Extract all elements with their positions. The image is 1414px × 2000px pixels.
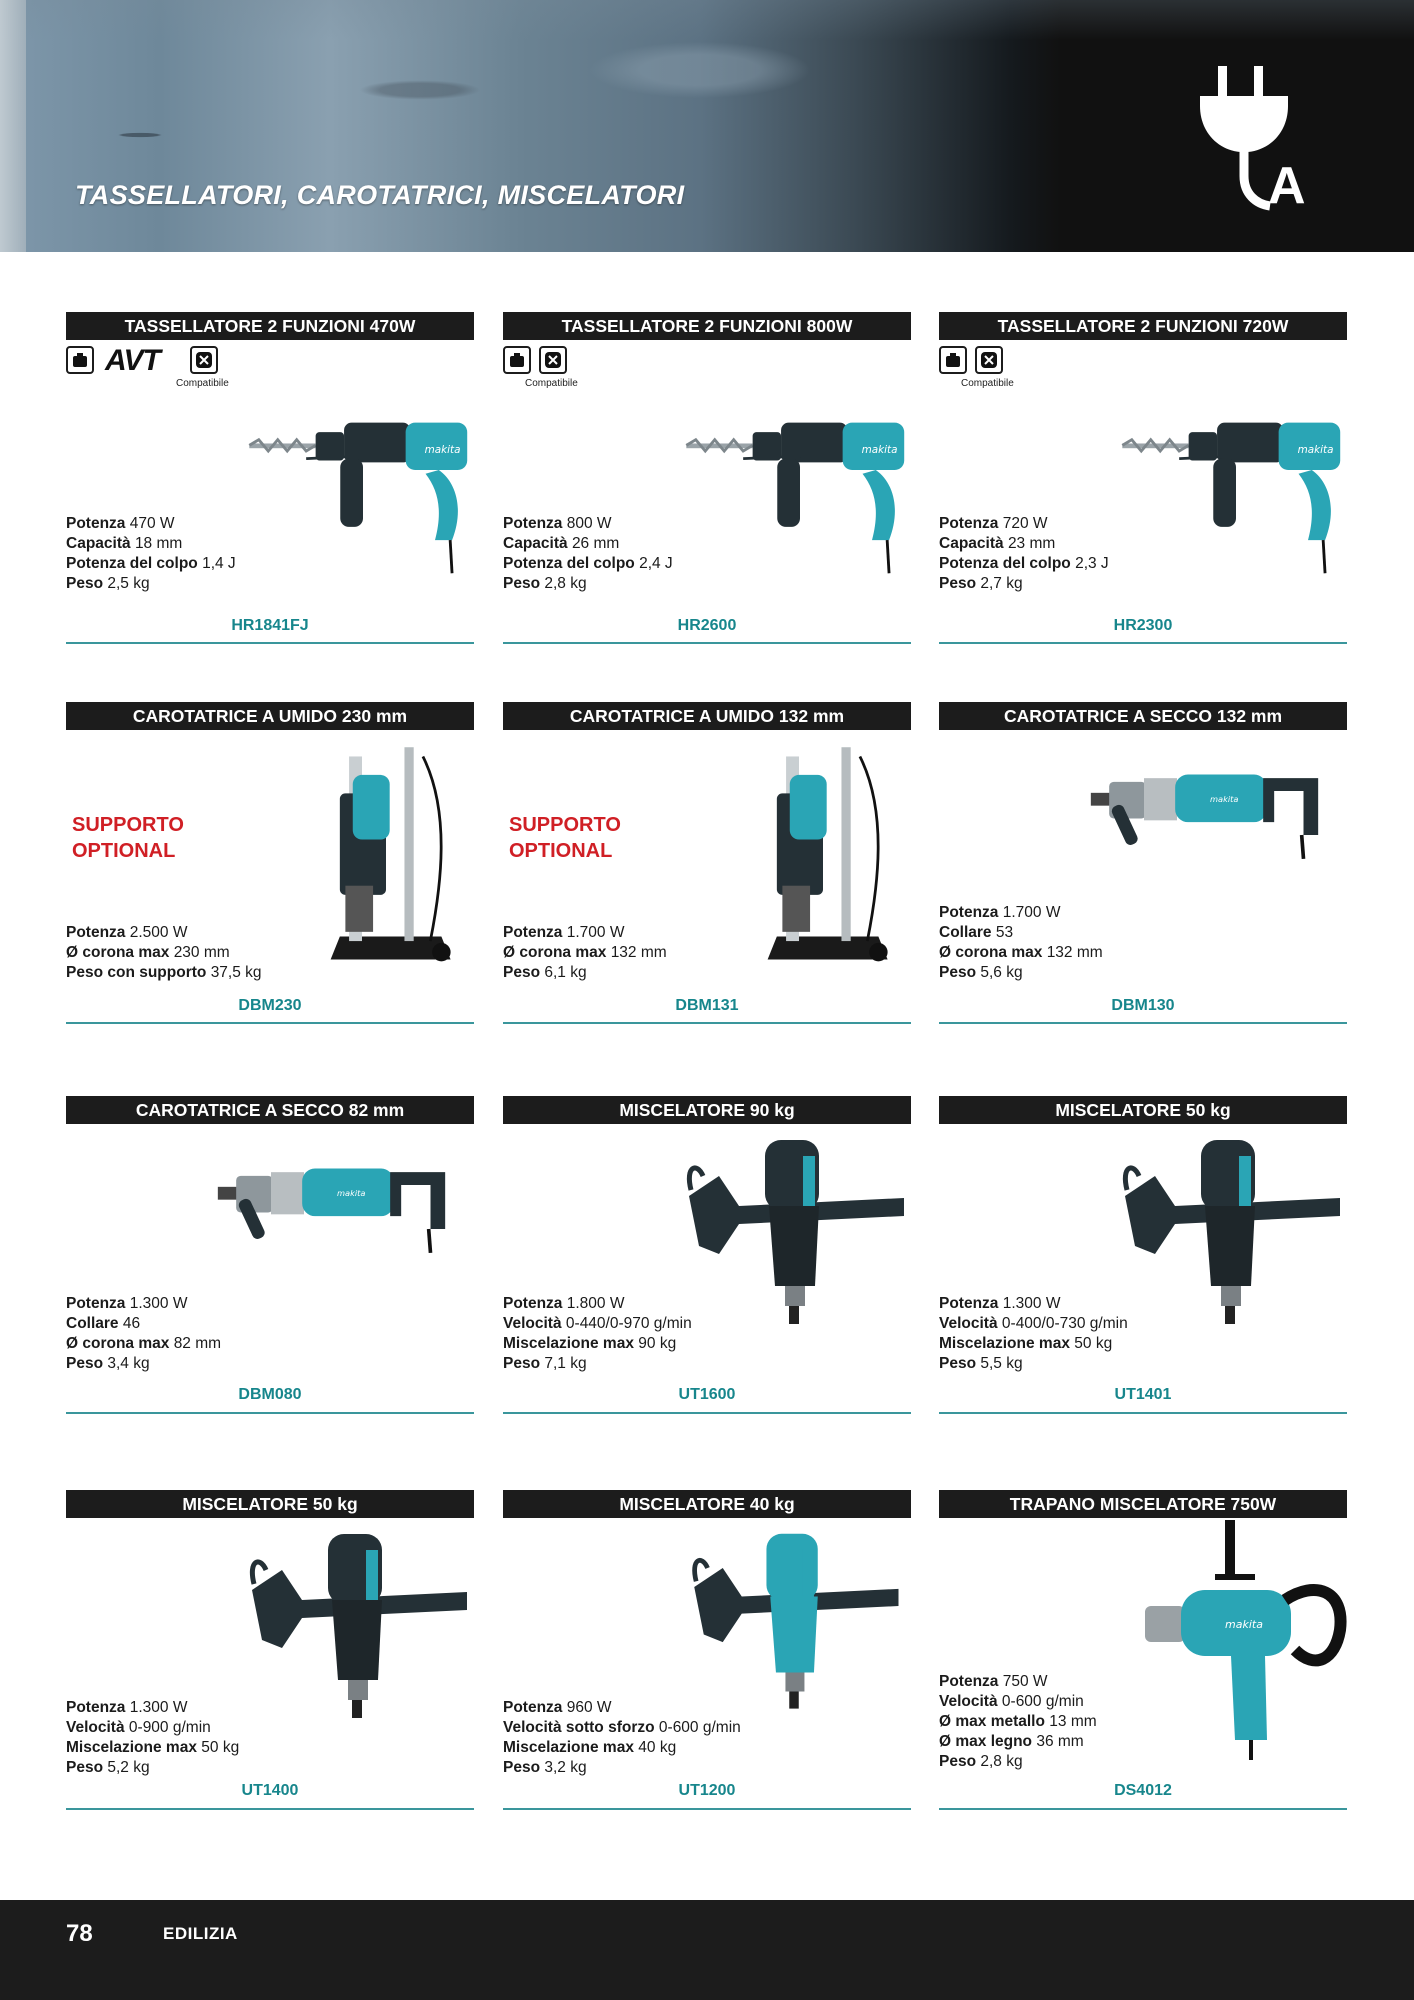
support-optional-line: OPTIONAL — [72, 840, 176, 862]
avt-logo: AVT — [105, 344, 160, 377]
spec-list — [66, 1294, 221, 1374]
mixer-image — [242, 1530, 472, 1730]
spec-row — [503, 574, 673, 594]
product-title: TASSELLATORE 2 FUNZIONI 800W — [503, 312, 911, 340]
product-title: CAROTATRICE A UMIDO 230 mm — [66, 702, 474, 730]
spec-value: 750 W — [1002, 1673, 1048, 1690]
spec-key: Peso — [503, 964, 541, 981]
spec-row — [66, 574, 236, 594]
mixer-drill-image — [1145, 1520, 1345, 1760]
spec-list — [66, 923, 262, 983]
spec-key: Potenza — [503, 1699, 563, 1716]
spec-key: Peso — [503, 575, 541, 592]
spec-key: Collare — [66, 1315, 119, 1332]
dry-core-drill-image — [206, 1152, 468, 1262]
feature-badges — [939, 346, 1139, 396]
spec-key: Capacità — [66, 535, 131, 552]
spec-value: 960 W — [566, 1699, 612, 1716]
card-divider — [66, 1022, 474, 1024]
model-code[interactable]: DBM080 — [238, 1386, 302, 1403]
spec-key: Ø corona max — [503, 944, 607, 961]
spec-value: 1.300 W — [129, 1699, 188, 1716]
spec-value: 230 mm — [173, 944, 230, 961]
svg-text:makita: makita — [1297, 443, 1334, 456]
spec-list — [503, 1294, 692, 1374]
rotary-hammer-image — [248, 398, 478, 578]
spec-row — [939, 1692, 1097, 1712]
support-optional-line: OPTIONAL — [509, 840, 613, 862]
model-code[interactable]: UT1600 — [678, 1386, 736, 1403]
spec-key: Peso — [939, 575, 977, 592]
spec-row — [939, 1334, 1128, 1354]
card-divider — [939, 1808, 1347, 1810]
plug-letter: A — [1268, 157, 1306, 215]
spec-key: Velocità — [939, 1693, 998, 1710]
spec-row — [939, 534, 1109, 554]
spec-row — [503, 963, 667, 983]
spec-key: Peso — [503, 1355, 541, 1372]
spec-row — [503, 1718, 741, 1738]
spec-list — [939, 1672, 1097, 1772]
battery-icon — [66, 346, 94, 374]
card-divider — [503, 1022, 911, 1024]
spec-key: Peso — [939, 964, 977, 981]
rotary-hammer-image — [1121, 398, 1351, 578]
svg-text:makita: makita — [861, 443, 898, 456]
page-title: TASSELLATORI, CAROTATRICI, MISCELATORI — [75, 180, 685, 210]
spec-key: Potenza — [66, 1295, 126, 1312]
spec-row — [66, 923, 262, 943]
product-card — [939, 1490, 1347, 1826]
spec-row — [939, 1712, 1097, 1732]
spec-value: 6,1 kg — [544, 964, 587, 981]
feature-badges — [66, 346, 266, 396]
spec-key: Miscelazione max — [503, 1739, 634, 1756]
spec-value: 0-400/0-730 g/min — [1001, 1315, 1128, 1332]
spec-value: 2,8 kg — [544, 575, 587, 592]
spec-key: Potenza — [66, 515, 126, 532]
spec-list — [939, 903, 1103, 983]
card-divider — [503, 1412, 911, 1414]
spec-row — [66, 1698, 239, 1718]
spec-key: Potenza — [939, 1673, 999, 1690]
spec-row — [66, 554, 236, 574]
spec-row — [66, 1758, 239, 1778]
spec-value: 2.500 W — [129, 924, 188, 941]
spec-list — [66, 1698, 239, 1778]
spec-key: Velocità — [939, 1315, 998, 1332]
spec-row — [66, 943, 262, 963]
mixer-image — [679, 1136, 909, 1336]
support-optional-note — [509, 812, 621, 864]
compatible-caption: Compatibile — [525, 378, 578, 389]
spec-row — [503, 554, 673, 574]
spec-key: Potenza — [939, 515, 999, 532]
card-divider — [503, 1808, 911, 1810]
compatible-icon — [539, 346, 567, 374]
product-card — [939, 1096, 1347, 1432]
spec-key: Ø corona max — [66, 944, 170, 961]
spec-row — [939, 903, 1103, 923]
spec-row — [939, 514, 1109, 534]
model-code[interactable]: HR2600 — [677, 617, 737, 634]
product-title: CAROTATRICE A UMIDO 132 mm — [503, 702, 911, 730]
spec-value: 1.800 W — [566, 1295, 625, 1312]
spec-value: 18 mm — [134, 535, 183, 552]
spec-list — [939, 514, 1109, 594]
spec-key: Peso — [939, 1355, 977, 1372]
model-code[interactable]: DBM130 — [1111, 997, 1175, 1014]
spec-value: 470 W — [129, 515, 175, 532]
card-divider — [939, 642, 1347, 644]
spec-value: 2,3 J — [1075, 555, 1109, 572]
product-card — [66, 312, 474, 648]
spec-key: Ø max metallo — [939, 1713, 1045, 1730]
support-optional-line: SUPPORTO — [72, 814, 184, 836]
product-card — [939, 702, 1347, 1038]
spec-row — [939, 1294, 1128, 1314]
spec-value: 7,1 kg — [544, 1355, 587, 1372]
spec-row — [939, 1314, 1128, 1334]
spec-key: Potenza — [503, 515, 563, 532]
spec-row — [66, 1718, 239, 1738]
spec-value: 1.700 W — [1002, 904, 1061, 921]
product-title: MISCELATORE 90 kg — [503, 1096, 911, 1124]
spec-row — [939, 1672, 1097, 1692]
product-title: TRAPANO MISCELATORE 750W — [939, 1490, 1347, 1518]
spec-list — [66, 514, 236, 594]
spec-row — [503, 1314, 692, 1334]
spec-value: 82 mm — [173, 1335, 222, 1352]
card-divider — [939, 1022, 1347, 1024]
product-card — [503, 702, 911, 1038]
spec-value: 46 — [122, 1315, 141, 1332]
spec-key: Miscelazione max — [66, 1739, 197, 1756]
spec-value: 0-600 g/min — [1001, 1693, 1084, 1710]
spec-value: 53 — [995, 924, 1014, 941]
card-divider — [66, 642, 474, 644]
spec-value: 1.700 W — [566, 924, 625, 941]
spec-row — [503, 1354, 692, 1374]
product-title: MISCELATORE 50 kg — [66, 1490, 474, 1518]
spec-value: 800 W — [566, 515, 612, 532]
spec-value: 5,5 kg — [980, 1355, 1023, 1372]
spec-row — [939, 1354, 1128, 1374]
model-code[interactable]: HR1841FJ — [231, 617, 309, 634]
card-divider — [66, 1412, 474, 1414]
spec-key: Velocità — [66, 1719, 125, 1736]
spec-value: 40 kg — [638, 1739, 677, 1756]
spec-row — [503, 1738, 741, 1758]
spec-row — [939, 1732, 1097, 1752]
rotary-hammer-image — [685, 398, 915, 578]
spec-value: 132 mm — [610, 944, 667, 961]
spec-key: Capacità — [939, 535, 1004, 552]
spec-row — [939, 963, 1103, 983]
spec-value: 37,5 kg — [210, 964, 262, 981]
product-card — [66, 1490, 474, 1826]
spec-row — [503, 943, 667, 963]
spec-key: Ø corona max — [939, 944, 1043, 961]
spec-key: Potenza del colpo — [66, 555, 198, 572]
svg-text:makita: makita — [1210, 794, 1239, 804]
product-title: CAROTATRICE A SECCO 82 mm — [66, 1096, 474, 1124]
spec-value: 2,7 kg — [980, 575, 1023, 592]
spec-row — [939, 574, 1109, 594]
spec-key: Potenza — [66, 1699, 126, 1716]
spec-value: 0-600 g/min — [658, 1719, 741, 1736]
spec-list — [503, 1698, 741, 1778]
spec-row — [66, 1738, 239, 1758]
spec-key: Miscelazione max — [939, 1335, 1070, 1352]
spec-key: Peso — [66, 575, 104, 592]
spec-row — [939, 943, 1103, 963]
spec-row — [939, 1752, 1097, 1772]
spec-value: 50 kg — [201, 1739, 240, 1756]
compatible-icon — [975, 346, 1003, 374]
product-card — [939, 312, 1347, 648]
spec-row — [66, 514, 236, 534]
compatible-icon — [190, 346, 218, 374]
model-code[interactable]: UT1200 — [678, 1782, 736, 1799]
spec-row — [503, 1758, 741, 1778]
spec-key: Peso — [66, 1355, 104, 1372]
spec-key: Collare — [939, 924, 992, 941]
svg-text:makita: makita — [1225, 1618, 1263, 1631]
spec-value: 26 mm — [571, 535, 620, 552]
spec-row — [66, 1354, 221, 1374]
spec-value: 0-900 g/min — [128, 1719, 211, 1736]
model-code[interactable]: HR2300 — [1113, 617, 1173, 634]
spec-value: 5,6 kg — [980, 964, 1023, 981]
model-code[interactable]: DBM230 — [238, 997, 302, 1014]
spec-value: 0-440/0-970 g/min — [565, 1315, 692, 1332]
product-title: TASSELLATORE 2 FUNZIONI 720W — [939, 312, 1347, 340]
product-title: TASSELLATORE 2 FUNZIONI 470W — [66, 312, 474, 340]
spec-row — [939, 554, 1109, 574]
spec-list — [503, 923, 667, 983]
spec-value: 23 mm — [1007, 535, 1056, 552]
mixer-small-image — [679, 1530, 909, 1720]
spec-key: Peso — [503, 1759, 541, 1776]
spec-value: 1.300 W — [1002, 1295, 1061, 1312]
core-drill-stand-image — [743, 738, 903, 978]
spec-list — [503, 514, 673, 594]
page-footer — [0, 1900, 1414, 2000]
spec-key: Ø max legno — [939, 1733, 1033, 1750]
model-code[interactable]: DS4012 — [1114, 1782, 1172, 1799]
concrete-edge — [0, 0, 26, 252]
spec-value: 2,4 J — [639, 555, 673, 572]
spec-list — [939, 1294, 1128, 1374]
spec-row — [66, 534, 236, 554]
spec-value: 1.300 W — [129, 1295, 188, 1312]
spec-key: Peso con supporto — [66, 964, 207, 981]
spec-value: 90 kg — [638, 1335, 677, 1352]
spec-row — [66, 1314, 221, 1334]
support-optional-line: SUPPORTO — [509, 814, 621, 836]
spec-key: Velocità sotto sforzo — [503, 1719, 655, 1736]
spec-key: Potenza del colpo — [503, 555, 635, 572]
spec-key: Capacità — [503, 535, 568, 552]
product-card — [66, 1096, 474, 1432]
spec-row — [503, 534, 673, 554]
support-optional-note — [72, 812, 184, 864]
product-title: MISCELATORE 40 kg — [503, 1490, 911, 1518]
spec-row — [939, 923, 1103, 943]
spec-key: Potenza del colpo — [939, 555, 1071, 572]
spec-value: 5,2 kg — [107, 1759, 150, 1776]
svg-text:makita: makita — [337, 1188, 366, 1198]
spec-value: 3,4 kg — [107, 1355, 150, 1372]
spec-key: Potenza — [939, 1295, 999, 1312]
feature-badges — [503, 346, 703, 396]
model-code[interactable]: DBM131 — [675, 997, 739, 1014]
spec-value: 2,8 kg — [980, 1753, 1023, 1770]
spec-value: 50 kg — [1074, 1335, 1113, 1352]
spec-key: Velocità — [503, 1315, 562, 1332]
dry-core-drill-image — [1079, 758, 1341, 868]
spec-value: 3,2 kg — [544, 1759, 587, 1776]
spec-key: Potenza — [503, 1295, 563, 1312]
spec-row — [503, 1294, 692, 1314]
spec-value: 720 W — [1002, 515, 1048, 532]
spec-row — [503, 1334, 692, 1354]
spec-row — [66, 1334, 221, 1354]
spec-row — [66, 1294, 221, 1314]
core-drill-stand-image — [306, 738, 466, 978]
model-code[interactable]: UT1401 — [1114, 1386, 1172, 1403]
product-card — [503, 312, 911, 648]
battery-icon — [939, 346, 967, 374]
mixer-image — [1115, 1136, 1345, 1336]
spec-key: Ø corona max — [66, 1335, 170, 1352]
spec-row — [503, 514, 673, 534]
section-name: EDILIZIA — [163, 1924, 238, 1943]
spec-value: 2,5 kg — [107, 575, 150, 592]
spec-value: 132 mm — [1046, 944, 1103, 961]
header-banner — [0, 0, 1414, 252]
spec-value: 1,4 J — [202, 555, 236, 572]
spec-value: 13 mm — [1049, 1713, 1097, 1730]
product-card — [66, 702, 474, 1038]
spec-key: Potenza — [939, 904, 999, 921]
battery-icon — [503, 346, 531, 374]
spec-key: Miscelazione max — [503, 1335, 634, 1352]
spec-row — [503, 923, 667, 943]
card-divider — [66, 1808, 474, 1810]
spec-row — [503, 1698, 741, 1718]
product-card — [503, 1096, 911, 1432]
svg-text:makita: makita — [424, 443, 461, 456]
model-code[interactable]: UT1400 — [241, 1782, 299, 1799]
product-title: MISCELATORE 50 kg — [939, 1096, 1347, 1124]
card-divider — [939, 1412, 1347, 1414]
product-title: CAROTATRICE A SECCO 132 mm — [939, 702, 1347, 730]
page-number: 78 — [66, 1920, 93, 1947]
spec-key: Peso — [66, 1759, 104, 1776]
spec-key: Potenza — [66, 924, 126, 941]
compatible-caption: Compatibile — [176, 378, 229, 389]
spec-key: Potenza — [503, 924, 563, 941]
product-card — [503, 1490, 911, 1826]
card-divider — [503, 642, 911, 644]
spec-key: Peso — [939, 1753, 977, 1770]
compatible-caption: Compatibile — [961, 378, 1014, 389]
spec-row — [66, 963, 262, 983]
spec-value: 36 mm — [1036, 1733, 1084, 1750]
